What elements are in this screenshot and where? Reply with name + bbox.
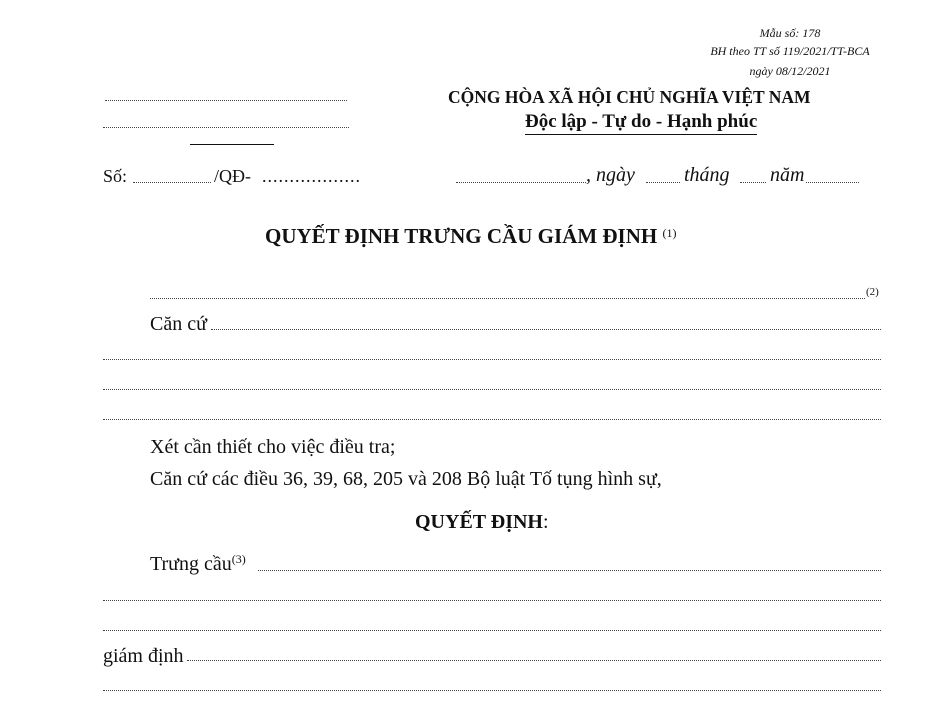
legal-articles-statement: Căn cứ các điều 36, 39, 68, 205 và 208 Bộ luật Tố tụng hình sự, <box>150 468 662 490</box>
national-motto: Độc lập - Tự do - Hạnh phúc <box>525 111 757 135</box>
decision-heading <box>415 511 549 534</box>
assessment-field[interactable] <box>187 660 881 661</box>
request-label <box>150 552 246 576</box>
year-label: năm <box>770 164 805 186</box>
footnote-2: (2) <box>866 286 879 298</box>
request-field[interactable] <box>258 570 881 571</box>
authority-field[interactable] <box>150 298 865 299</box>
agency-underline <box>190 144 274 145</box>
assessment-line-2[interactable] <box>103 690 881 691</box>
form-code-date: ngày 08/12/2021 <box>749 64 831 78</box>
day-label: , ngày <box>586 164 635 186</box>
agency-name-line-1[interactable] <box>105 100 347 101</box>
document-title <box>265 224 676 249</box>
year-field[interactable] <box>806 182 859 183</box>
form-code-circular: BH theo TT số 119/2021/TT-BCA <box>710 44 870 58</box>
document-title-text: QUYẾT ĐỊNH TRƯNG CẦU GIÁM ĐỊNH <box>265 224 658 248</box>
legal-basis-label: Căn cứ <box>150 313 207 335</box>
day-field[interactable] <box>646 182 680 183</box>
form-code <box>680 24 900 80</box>
month-field[interactable] <box>740 182 766 183</box>
number-field[interactable] <box>133 182 211 183</box>
agency-name-line-2[interactable] <box>103 127 349 128</box>
footnote-3: (3) <box>231 552 246 566</box>
place-field[interactable] <box>456 182 586 183</box>
month-label: tháng <box>684 164 730 186</box>
request-label-text: Trưng cầu <box>150 553 232 575</box>
footnote-1: (1) <box>662 226 677 240</box>
country-name: CỘNG HÒA XÃ HỘI CHỦ NGHĨA VIỆT NAM <box>448 87 811 107</box>
form-code-number: Mẫu số: 178 <box>759 26 821 40</box>
legal-basis-line-2[interactable] <box>103 359 881 360</box>
decision-code-label: /QĐ- <box>214 166 251 186</box>
decision-heading-text: QUYẾT ĐỊNH <box>415 511 543 533</box>
legal-basis-field[interactable] <box>211 329 881 330</box>
number-label: Số: <box>103 166 128 186</box>
assessment-label: giám định <box>103 645 184 667</box>
legal-basis-line-3[interactable] <box>103 389 881 390</box>
request-line-2[interactable] <box>103 600 881 601</box>
necessity-statement: Xét cần thiết cho việc điều tra; <box>150 436 396 458</box>
legal-basis-line-4[interactable] <box>103 419 881 420</box>
request-line-3[interactable] <box>103 630 881 631</box>
decision-heading-colon: : <box>543 511 549 533</box>
decision-code-field[interactable]: .................. <box>262 166 361 186</box>
